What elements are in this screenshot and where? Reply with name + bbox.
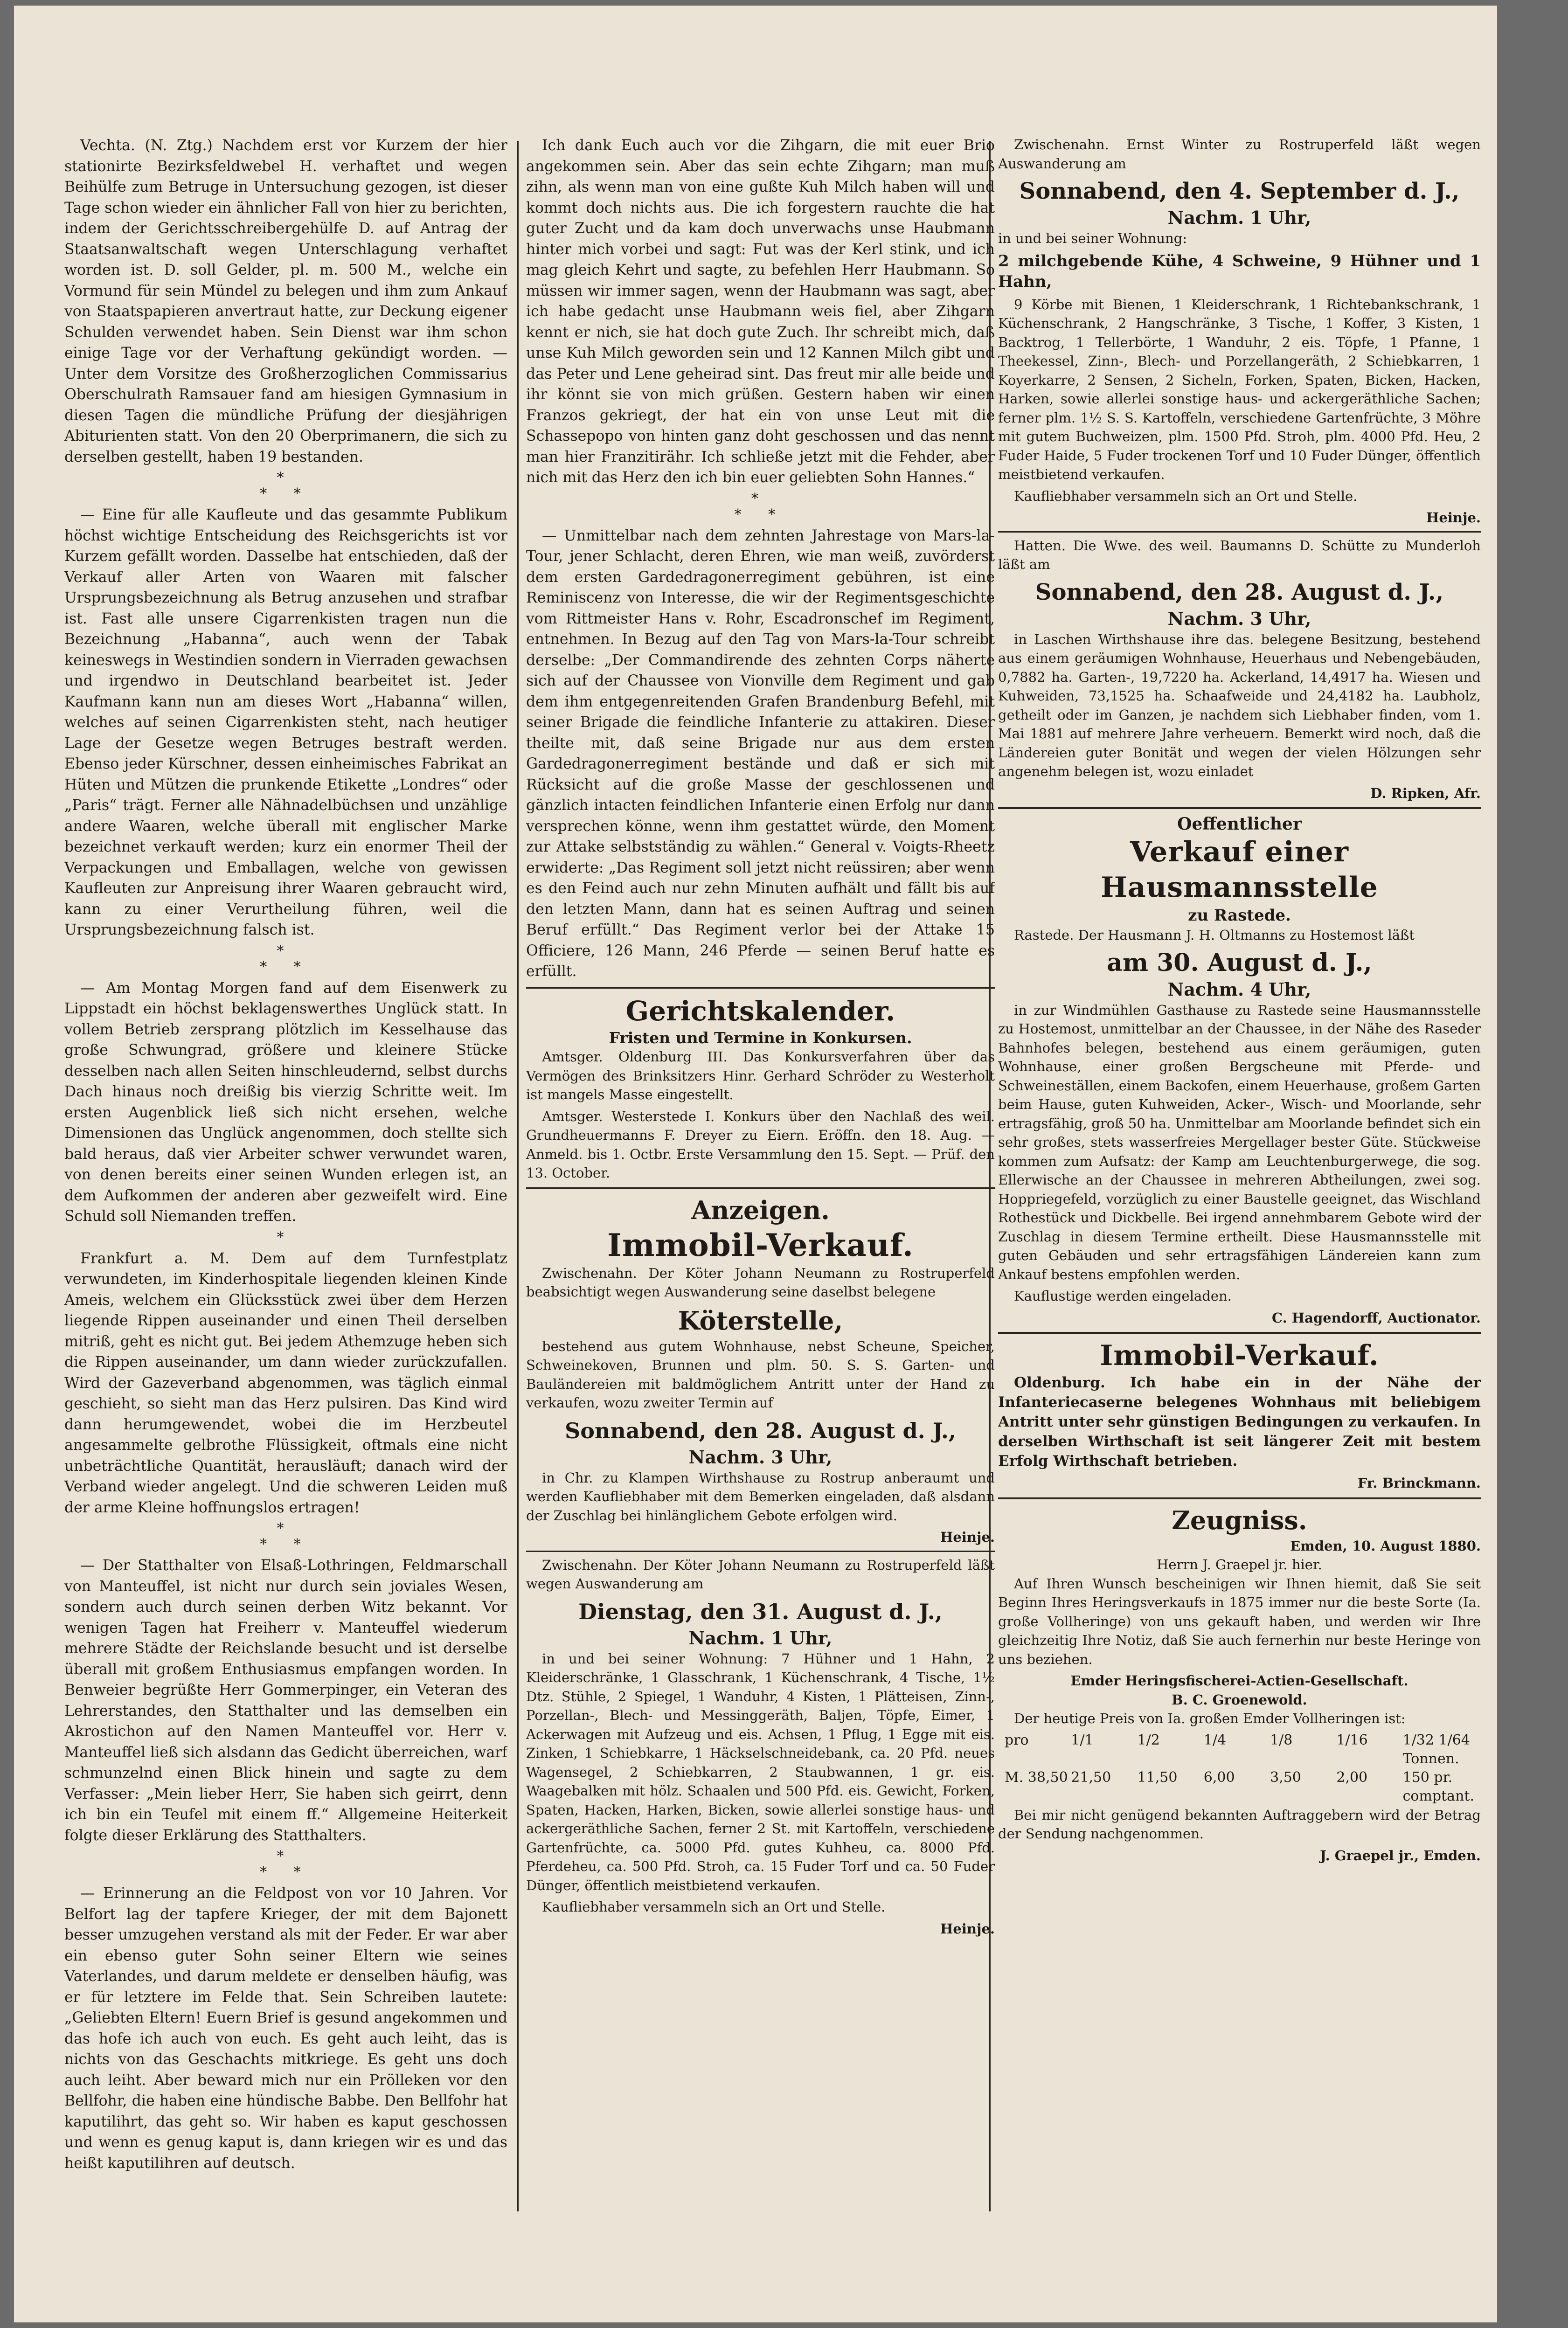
section-rule — [998, 1332, 1481, 1334]
column-3 — [998, 135, 1481, 1865]
price-head-cell: 1/2 — [1137, 1732, 1160, 1748]
auction-time: Nachm. 3 Uhr, — [1167, 608, 1311, 629]
gerichtskalender-entry: Amtsger. Oldenburg III. Das Konkursverfahren über das Vermögen des Brinksitzers Hinr. Gerhard Schröder zu Westerholt ist mangels Masse eingestellt. — [526, 1049, 995, 1102]
section-rule — [526, 987, 995, 989]
ad-signature: J. Graepel jr., Emden. — [1320, 1847, 1481, 1864]
zeugniss-signatory: B. C. Groenewold. — [1172, 1691, 1307, 1708]
article-manteuffel: — Der Statthalter von Elsaß-Lothringen, Feldmarschall von Manteuffel, ist nicht nur durch sein joviales Wesen, sondern auch durch seinen derben Witz bekannt. Vor wenigen Tagen hat Freiherr v. Manteuffel wiederum mehrere Städte der Reichslande besucht und ist derselbe überall mit großem Enthusiasmus empfangen worden. In Benweier begrüßte Herr Gommerpinger, ein Veteran des Lehrerstandes, den Statthalter und las demselben ein Akrostichon auf den Namen Manteuffel vor. Herr v. Manteuffel ließ sich alsdann das Gedicht überreichen, warf schmunzelnd einen Blick hinein und sagte zu dem Verfasser: „Mein lieber Herr, Sie haben sich geirrt, denn ich bin ein Teufel mit einem ff.“ Allgemeine Heiterkeit folgte dieser Erklärung des Statthalters. — [64, 1557, 507, 1844]
separator-stars: * * * — [260, 1848, 312, 1880]
zeugniss-title: Zeugniss. — [1172, 1505, 1307, 1535]
gerichtskalender-entry: Amtsger. Westerstede I. Konkurs über den Nachlaß des weil. Grundheuermanns F. Dreyer zu Eiern. Eröffn. den 18. Aug. — Anmeld. bis 1. Octbr. Erste Versammlung den 15. Sept. — Prüf. den 13. October. — [526, 1108, 995, 1181]
ad-rule — [526, 1551, 995, 1552]
immobil-verkauf-title: Immobil-Verkauf. — [1100, 1339, 1379, 1372]
auction-date: Sonnabend, den 28. August d. J., — [1035, 579, 1444, 605]
ad-text: Zwischenahn. Der Köter Johann Neumann zu Rostruperfeld beabsichtigt wegen Auswanderung seine daselbst belegene — [526, 1265, 995, 1300]
auction-time: Nachm. 1 Uhr, — [688, 1627, 833, 1649]
ad-text: Zwischenahn. Der Köter Johann Neumann zu Rostruperfeld läßt wegen Auswanderung am — [526, 1557, 995, 1592]
auction-date: Dienstag, den 31. August d. J., — [578, 1599, 943, 1624]
gerichtskalender-title: Gerichtskalender. — [625, 995, 895, 1027]
price-head-cell: 1/16 — [1336, 1732, 1368, 1748]
ad-text: Kaufliebhaber versammeln sich an Ort und Stelle. — [1014, 488, 1358, 504]
price-value-cell: 2,00 — [1336, 1769, 1368, 1786]
verkauf-title: Verkauf einer Hausmannsstelle — [1101, 836, 1378, 904]
article-lippstadt: — Am Montag Morgen fand auf dem Eisenwerk zu Lippstadt ein höchst beklagenswerthes Unglück statt. In vollem Betrieb zersprang plötzlich im Kesselhause das große Schwungrad, größere und kleinere Stücke desselben nach allen Seiten hinschleudernd, selbst durchs Dach hinaus noch dreißig bis vierzig Schritte weit. Im ersten Augenblick ließ sich nicht ersehen, welche Dimensionen das Unglück angenommen, doch stellte sich bald heraus, daß vier Arbeiter schwer verwundet waren, von denen bereits einer seinen Wunden erlegen ist, an dem Aufkommen der anderen aber gezweifelt wird. Eine Schuld soll Niemanden treffen. — [64, 979, 507, 1225]
ad-text: 9 Körbe mit Bienen, 1 Kleiderschrank, 1 Richtebankschrank, 1 Küchenschrank, 2 Hangschränke, 3 Tische, 1 Koffer, 3 Kisten, 1 Backtrog, 1 Tellerbörte, 1 Wanduhr, 2 eis. Töpfe, 1 Pfanne, 1 Theekessel, Zinn-, Blech- und Porzellangeräth, 2 Schiebkarren, 1 Koyerkarre, 2 Sensen, 2 Sicheln, Forken, Spaten, Bicken, Hacken, Harken, sowie allerlei sonstige haus- und ackergeräthliche Sachen; ferner plm. 1½ S. S. Kartoffeln, verschiedene Gartenfrüchte, 3 Möhre mit gutem Buchweizen, plm. 1500 Pfd. Stroh, plm. 4000 Pfd. Heu, 2 Fuder Haide, 5 Fuder trockenen Torf und 10 Fuder Dünger, öffentlich meistbietend verkaufen. — [998, 296, 1481, 482]
price-head-cell: 1/32 1/64 Tonnen. — [1402, 1732, 1470, 1767]
ad-signature: Heinje. — [940, 1920, 995, 1937]
zeugniss-address: Herrn J. Graepel jr. hier. — [1157, 1557, 1322, 1573]
price-table — [1005, 1731, 1474, 1806]
price-head-cell: 1/8 — [1270, 1732, 1293, 1748]
ad-text: Kaufliebhaber versammeln sich an Ort und Stelle. — [542, 1899, 886, 1915]
zeugniss-text: Auf Ihren Wunsch bescheinigen wir Ihnen hiemit, daß Sie seit Beginn Ihres Heringsverkaufs in 1875 immer nur die beste Sorte (Ia. große Vollheringe) von uns gekauft haben, und werden wir Ihre gleichzeitig Ihre Notiz, daß Sie auch fernerhin nur beste Heringe von uns beziehen. — [998, 1575, 1481, 1667]
immobil-verkauf-title: Immobil-Verkauf. — [607, 1226, 914, 1263]
section-rule — [998, 1497, 1481, 1499]
separator-stars: * * * — [734, 490, 787, 523]
ad-signature: Fr. Brinckmann. — [1357, 1475, 1481, 1491]
article-reichsgericht: — Eine für alle Kaufleute und das gesammte Publikum höchst wichtige Entscheidung des Reichsgerichts ist vor Kurzem gefällt worden. Dasselbe hat entschieden, daß der Verkauf aller Arten von Waaren mit falscher Ursprungsbezeichnung als Betrug anzusehen und strafbar ist. Fast alle unsere Cigarrenkisten tragen nun die Bezeichnung „Habanna“, auch wenn der Tabak keineswegs in Westindien sondern in Vierraden gewachsen und irgendwo in Deutschland bearbeitet ist. Jeder Kaufmann kann nun am dieses Wort „Habanna“ willen, welches auf seinen Cigarrenkisten steht, nach heutiger Lage der Gesetze wegen Betruges bestraft werden. Ebenso jeder Kürschner, dessen einheimisches Fabrikat an Hüten und Mützen die prunkende Etikette „Londres“ oder „Paris“ trägt. Ferner alle Nähnadelbüchsen und unzählige andere Waaren, welche überall mit englischer Marke bezeichnet verkauft werden; kurz ein enormer Theil der Verpackungen und Emballagen, welche von gewissen Kaufleuten zur Anpreisung ihrer Waaren gebraucht wird, kann zu einer Verurtheilung führen, weil die Ursprungsbezeichnung falsch ist. — [64, 506, 507, 938]
auction-date: Sonnabend, den 28. August d. J., — [565, 1418, 956, 1443]
ad-signature: C. Hagendorff, Auctionator. — [1272, 1310, 1481, 1326]
zeugniss-date: Emden, 10. August 1880. — [1290, 1538, 1481, 1554]
koeterstelle-heading: Köterstelle, — [678, 1305, 843, 1336]
ad-text: Hatten. Die Wwe. des weil. Baumanns D. Schütte zu Munderloh läßt am — [998, 537, 1481, 572]
separator-stars: * * * — [260, 942, 312, 975]
section-rule — [998, 807, 1481, 809]
price-value-cell: 3,50 — [1270, 1769, 1301, 1786]
price-head-cell: 1/1 — [1071, 1732, 1094, 1748]
ad-text: in und bei seiner Wohnung: — [998, 230, 1187, 246]
newspaper-page — [14, 6, 1497, 2322]
article-mars-la-tour: — Unmittelbar nach dem zehnten Jahrestage von Mars-la-Tour, jener Schlacht, deren Ehren, wie man weiß, zuvörderst dem ersten Gardedragonerregiment gebühren, ist eine Reminiscenz von Interesse, die wir der Regimentsgeschichte vom Rittmeister Hans v. Rohr, Escadronschef im Regiment, entnehmen. In Bezug auf den Tag von Mars-la-Tour schreibt derselbe: „Der Commandirende des zehnten Corps näherte sich auf der Chaussee von Vionville dem Regiment und gab dem ihm entgegenreitenden Grafen Brandenburg Befehl, mit seiner Brigade die feindliche Infanterie zu attakiren. Dieser theilte mit, daß seine Brigade nur aus dem ersten Gardedragonerregiment bestände und daß er sich mit Rücksicht auf die große Masse der geschlossenen und gänzlich intacten feindlichen Infanterie einen Erfolg nur dann versprechen könne, wenn ihm gestattet würde, den Moment zur Attake selbstständig zu wählen.“ General v. Voigts-Rheetz erwiderte: „Das Regiment soll jetzt nicht reüssiren; aber wenn es den Feind auch nur zehn Minuten aufhält und fällt bis auf den letzten Mann, dann hat es seinen Auftrag und seinen Beruf erfüllt.“ Das Regiment verlor bei der Attake 15 Officiere, 126 Mann, 246 Pferde — seinen Beruf hatte es erfüllt. — [526, 527, 995, 980]
auction-time: Nachm. 1 Uhr, — [1167, 207, 1311, 228]
ad-text: in zur Windmühlen Gasthause zu Rastede seine Hausmannsstelle zu Hostemost, unmittelbar an der Chaussee, in der Nähe des Raseder Bahnhofes belegen, bestehend aus einem geräumigen, guten Wohnhause, einer großen Bergscheune mit Pferde- und Schweineställen, einem Backofen, einem Heuerhause, großem Garten beim Hause, guten Kuhweiden, Acker-, Wisch- und Moorlande, sehr ertragsfähig, groß 50 ha. Unmittelbar am Moorlande befindet sich ein sehr großes, stets wasserfreies Mergellager bester Güte. Stückweise kommen zum Aufsatz: der Kamp am Leuchtenburgerwege, die sog. Ellerwische an der Chaussee in mehreren Abtheilungen, zwei sog. Hoppriegefeld, vorzüglich zu einer Baustelle geeignet, das Wischland Rothestück und Dickbelle. Bei irgend annehmbarem Gebote wird der Zuschlag in diesem Termine ertheilt. Diese Hausmannsstelle mit guten Gebäuden und sehr ertragsfähigen Ländereien kann zum Ankauf bestens empfohlen werden. — [998, 1002, 1481, 1282]
article-vechta: Vechta. (N. Ztg.) Nachdem erst vor Kurzem der hier stationirte Bezirksfeldwebel H. verhaftet und wegen Beihülfe zum Betruge in Untersuchung gezogen, ist dieser Tage schon wieder ein ähnlicher Fall von hier zu berichten, indem der Gerichtsschreibergehülfe D. auf Antrag der Staatsanwaltschaft wegen Unterschlagung verhaftet worden ist. D. soll Gelder, pl. m. 500 M., welche ein Vormund für sein Mündel zu belegen und ihm zum Ankauf von Staatspapieren anvertraut hatte, zur Deckung eigener Schulden verwendet haben. Sein Dienst war ihm schon einige Tage vor der Verhaftung gekündigt worden. — Unter dem Vorsitze des Großherzoglichen Commissarius Oberschulrath Ramsauer fand am hiesigen Gymnasium in diesen Tagen die mündliche Prüfung der diesjährigen Abiturienten statt. Von den 20 Oberprimanern, die sich zu derselben gestellt, haben 19 bestanden. — [64, 137, 507, 465]
ad-highlight: 2 milchgebende Kühe, 4 Schweine, 9 Hühner und 1 Hahn, — [998, 251, 1481, 291]
gerichtskalender-subtitle: Fristen und Termine in Konkursen. — [609, 1028, 912, 1047]
auction-time: Nachm. 3 Uhr, — [688, 1446, 833, 1468]
separator-stars: * * * — [260, 470, 312, 502]
price-value-cell: 11,50 — [1137, 1769, 1178, 1786]
zeugniss-firm: Emder Heringsfischerei-Actien-Gesellschaft. — [1070, 1673, 1408, 1689]
column-2 — [526, 135, 995, 1938]
ad-text: Kauflustige werden eingeladen. — [1014, 1288, 1232, 1304]
ad-text: Rastede. Der Hausmann J. H. Oltmanns zu Hostemost läßt — [1014, 927, 1415, 943]
auction-date: am 30. August d. J., — [1107, 948, 1372, 977]
separator-stars: * — [277, 1229, 295, 1246]
column-1 — [64, 135, 507, 2176]
article-letter-continued: Ich dank Euch auch vor die Zihgarn, die mit euer Brio angekommen sein. Aber das sein echte Zihgarn; man muß zihn, als wenn man von eine gußte Kuh Milch haben will und kommt doch nichts aus. Die ich forgestern rauchte die hat guter Zucht und da kam doch unverwachs unse Haubmann hinter mich vorbei und sagt: Fut was der Kerl stink, und ich mag gleich Kehrt und sagte, zu befehlen Herr Haubmann. So müssen wir immer sagen, wenn der Haubmann was sagt, aber ich habe gedacht unse Haubmann weis fiel, aber Zihgarn kennt er nich, sie hat doch gute Zuch. Ihr schreibt mich, daß unse Kuh Milch geworden sein und 12 Kannen Milch gibt und das Peter und Lene geheirad sint. Das freut mir alle beide und ihr könnt sie von mich grüßen. Gestern haben wir einen Franzos gekriegt, der hat ein von unse Leut mit die Schassepopo von hinten ganz doht geschossen und das nennt man hier Franzitirähr. Ich schließe jetzt mit die Fehder, aber nich mit das Herz den ich bin euer geliebten Sohn Hannes.“ — [526, 137, 995, 486]
ad-text: in Laschen Wirthshause ihre das. belegene Besitzung, bestehend aus einem geräumigen Wohnhause, Heuerhaus und Nebengebäuden, 0,7882 ha. Garten-, 19,7220 ha. Ackerland, 14,4917 ha. Wiesen und Kuhweiden, 73,1525 ha. Schaafweide und 24,4182 ha. Laubholz, getheilt oder im Ganzen, je nachdem sich Liebhaber finden, vom 1. Mai 1881 auf mehrere Jahre verheuern. Bemerkt wird noch, daß die Ländereien guter Bonität und wegen der vielen Hölzungen sehr angenehm belegen ist, wozu einladet — [998, 631, 1481, 779]
auction-time: Nachm. 4 Uhr, — [1167, 978, 1311, 1000]
ad-text: bestehend aus gutem Wohnhause, nebst Scheune, Speicher, Schweinekoven, Brunnen und plm. 50. S. S. Garten- und Bauländereien mit baldmöglichem Antritt unter der Hand zu verkaufen, wozu zweiter Termin auf — [526, 1338, 995, 1411]
ad-signature: Heinje. — [1426, 510, 1481, 526]
auction-date: Sonnabend, den 4. September d. J., — [1019, 178, 1460, 204]
anzeigen-title: Anzeigen. — [691, 1195, 830, 1225]
verkauf-subtitle: zu Rastede. — [1188, 906, 1291, 925]
ad-text: Oldenburg. Ich habe ein in der Nähe der Infanteriecaserne belegenes Wohnhaus mit beliebigem Antritt unter sehr günstigen Bedingungen zu verkaufen. In derselben Wirthschaft ist seit längerer Zeit mit bestem Erfolg Wirthschaft betrieben. — [998, 1374, 1481, 1469]
oeffentlicher-label: Oeffentlicher — [1177, 814, 1302, 834]
section-rule — [526, 1187, 995, 1189]
ad-signature: D. Ripken, Afr. — [1370, 785, 1481, 801]
price-value-cell: M. 38,50 — [1005, 1769, 1068, 1786]
separator-stars: * * * — [260, 1520, 312, 1552]
price-head-cell: pro — [1005, 1732, 1029, 1748]
price-intro: Der heutige Preis von Ia. großen Emder Vollheringen ist: — [1014, 1711, 1406, 1726]
price-value-cell: 6,00 — [1203, 1769, 1235, 1786]
ad-rule — [998, 531, 1481, 533]
article-frankfurt: Frankfurt a. M. Dem auf dem Turnfestplatz verwundeten, im Kinderhospitale liegenden kleinen Kinde Ameis, welchem ein Glücksstück zwei über dem Herzen liegende Rippen auseinander und einen Theil derselben mitriß, geht es nicht gut. Bei jedem Athemzuge heben sich die Rippen auseinander, um dann wieder zurückzufallen. Wird der Gazeverband abgenommen, was täglich einmal geschieht, so sieht man das Herz pulsiren. Das Kind wird dann herumgewendet, wobei die im Herzbeutel angesammelte gelbrothe Flüssigkeit, oftmals eine nicht unbeträchtliche Quantität, herausläuft; danach wird der Verband wieder angelegt. Und die schweren Leiden muß der arme Kleine hoffnungslos ertragen! — [64, 1250, 507, 1516]
price-note: Bei mir nicht genügend bekannten Auftraggebern wird der Betrag der Sendung nachgenommen. — [998, 1807, 1481, 1842]
column-rule — [517, 141, 519, 2211]
ad-text: in und bei seiner Wohnung: 7 Hühner und 1 Hahn, 2 Kleiderschränke, 1 Glasschrank, 1 Küchenschrank, 4 Tische, 1½ Dtz. Stühle, 2 Spiegel, 1 Wanduhr, 4 Kisten, 1 Plätteisen, Zinn-, Porzellan-, Blech- und Messinggeräth, Baljen, Töpfe, Eimer, 1 Ackerwagen mit Aufzeug und eis. Achsen, 1 Pflug, 1 Egge mit eis. Zinken, 1 Schiebkarre, 1 Häckselschneidebank, ca. 20 Pfd. neues Wagensegel, 2 Schiebkarren, 2 Staubwannen, 1 gr. eis. Waagebalken mit hölz. Schaalen und 500 Pfd. eis. Gewicht, Forken, Spaten, Hacken, Harken, Bicken, sowie allerlei sonstige haus- und ackergeräthliche Sachen, ferner 2 St. mit Kartoffeln, verschiedene Gartenfrüchte, ca. 5000 Pfd. gutes Kuhheu, ca. 8000 Pfd. Pferdeheu, ca. 500 Pfd. Stroh, ca. 15 Fuder Torf und ca. 50 Fuder Dünger, öffentlich meistbietend verkaufen. — [526, 1650, 995, 1893]
price-value-cell: 21,50 — [1071, 1769, 1111, 1786]
ad-text: in Chr. zu Klampen Wirthshause zu Rostrup anberaumt und werden Kaufliebhaber mit dem Bemerken eingeladen, daß alsdann der Zuschlag bei hinlänglichem Gebote erfolgen wird. — [526, 1469, 995, 1524]
ad-signature: Heinje. — [940, 1529, 995, 1545]
price-head-cell: 1/4 — [1203, 1732, 1227, 1748]
article-feldpost: — Erinnerung an die Feldpost von vor 10 Jahren. Vor Belfort lag der tapfere Krieger, der mit dem Bajonett besser umzugehen verstand als mit der Feder. Er war aber ein ebenso guter Sohn seiner Eltern wie seines Vaterlandes, und darum meldete er denselben häufig, was er für letztere im Felde that. Sein Schreiben lautete: „Geliebten Eltern! Euern Brief is gesund angekommen und das hofe ich auch von euch. Es geht auch leiht, das is nichts von das Geschachts mitkriege. Es geht uns doch auch leiht. Aber beward mich nur ein Prölleken vor den Bellfohr, die haben eine hündische Babbe. Den Bellfohr hat kaputilihrt, das geht so. Wir haben es kaput geschossen und wenn es genug kaput is, dann kriegen wir es und das heißt kaputilihren auf deutsch. — [64, 1885, 507, 2172]
price-value-cell: 150 pr. comptant. — [1402, 1769, 1474, 1804]
ad-text: Zwischenahn. Ernst Winter zu Rostruperfeld läßt wegen Auswanderung am — [998, 137, 1481, 172]
